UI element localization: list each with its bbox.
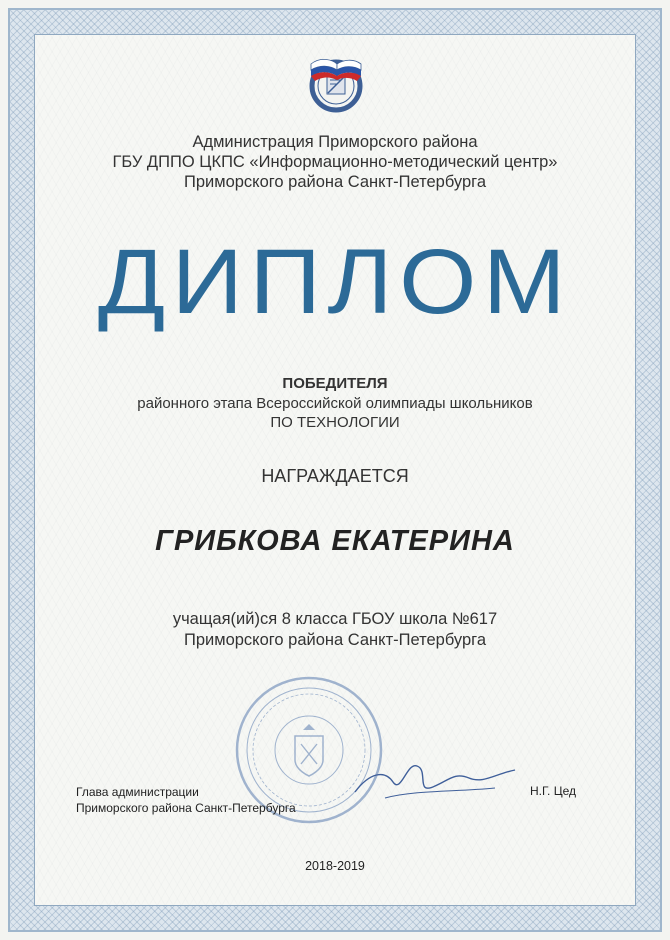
olympiad-stage: районного этапа Всероссийской олимпиады школьников xyxy=(137,395,533,412)
signatory-position-line-2: Приморского района Санкт-Петербурга xyxy=(76,801,296,815)
student-class-school: учащая(ий)ся 8 класса ГБОУ школа №617 xyxy=(172,610,498,628)
olympiad-subject: ПО ТЕХНОЛОГИИ xyxy=(270,414,400,431)
signatory-name: Н.Г. Цед xyxy=(530,784,576,798)
academic-year: 2018-2019 xyxy=(305,859,365,873)
organization-line-2: ГБУ ДППО ЦКПС «Информационно-методический центр» xyxy=(112,153,558,171)
awarded-label: НАГРАЖДАЕТСЯ xyxy=(261,466,409,486)
organization-line-1: Администрация Приморского района xyxy=(192,133,478,151)
signatory-position xyxy=(76,784,296,816)
organization-header xyxy=(40,132,630,192)
diploma-title: ДИПЛОМ xyxy=(97,231,573,333)
signature xyxy=(345,752,525,812)
olympiad-description xyxy=(40,394,630,432)
student-info xyxy=(40,609,630,651)
olympiad-logo xyxy=(297,50,375,116)
signatory-position-line-1: Глава администрации xyxy=(76,785,199,799)
winner-heading: ПОБЕДИТЕЛЯ xyxy=(282,375,388,392)
student-district: Приморского района Санкт-Петербурга xyxy=(183,631,487,649)
organization-line-3: Приморского района Санкт-Петербурга xyxy=(183,173,487,191)
recipient-name: ГРИБКОВА ЕКАТЕРИНА xyxy=(155,525,515,557)
